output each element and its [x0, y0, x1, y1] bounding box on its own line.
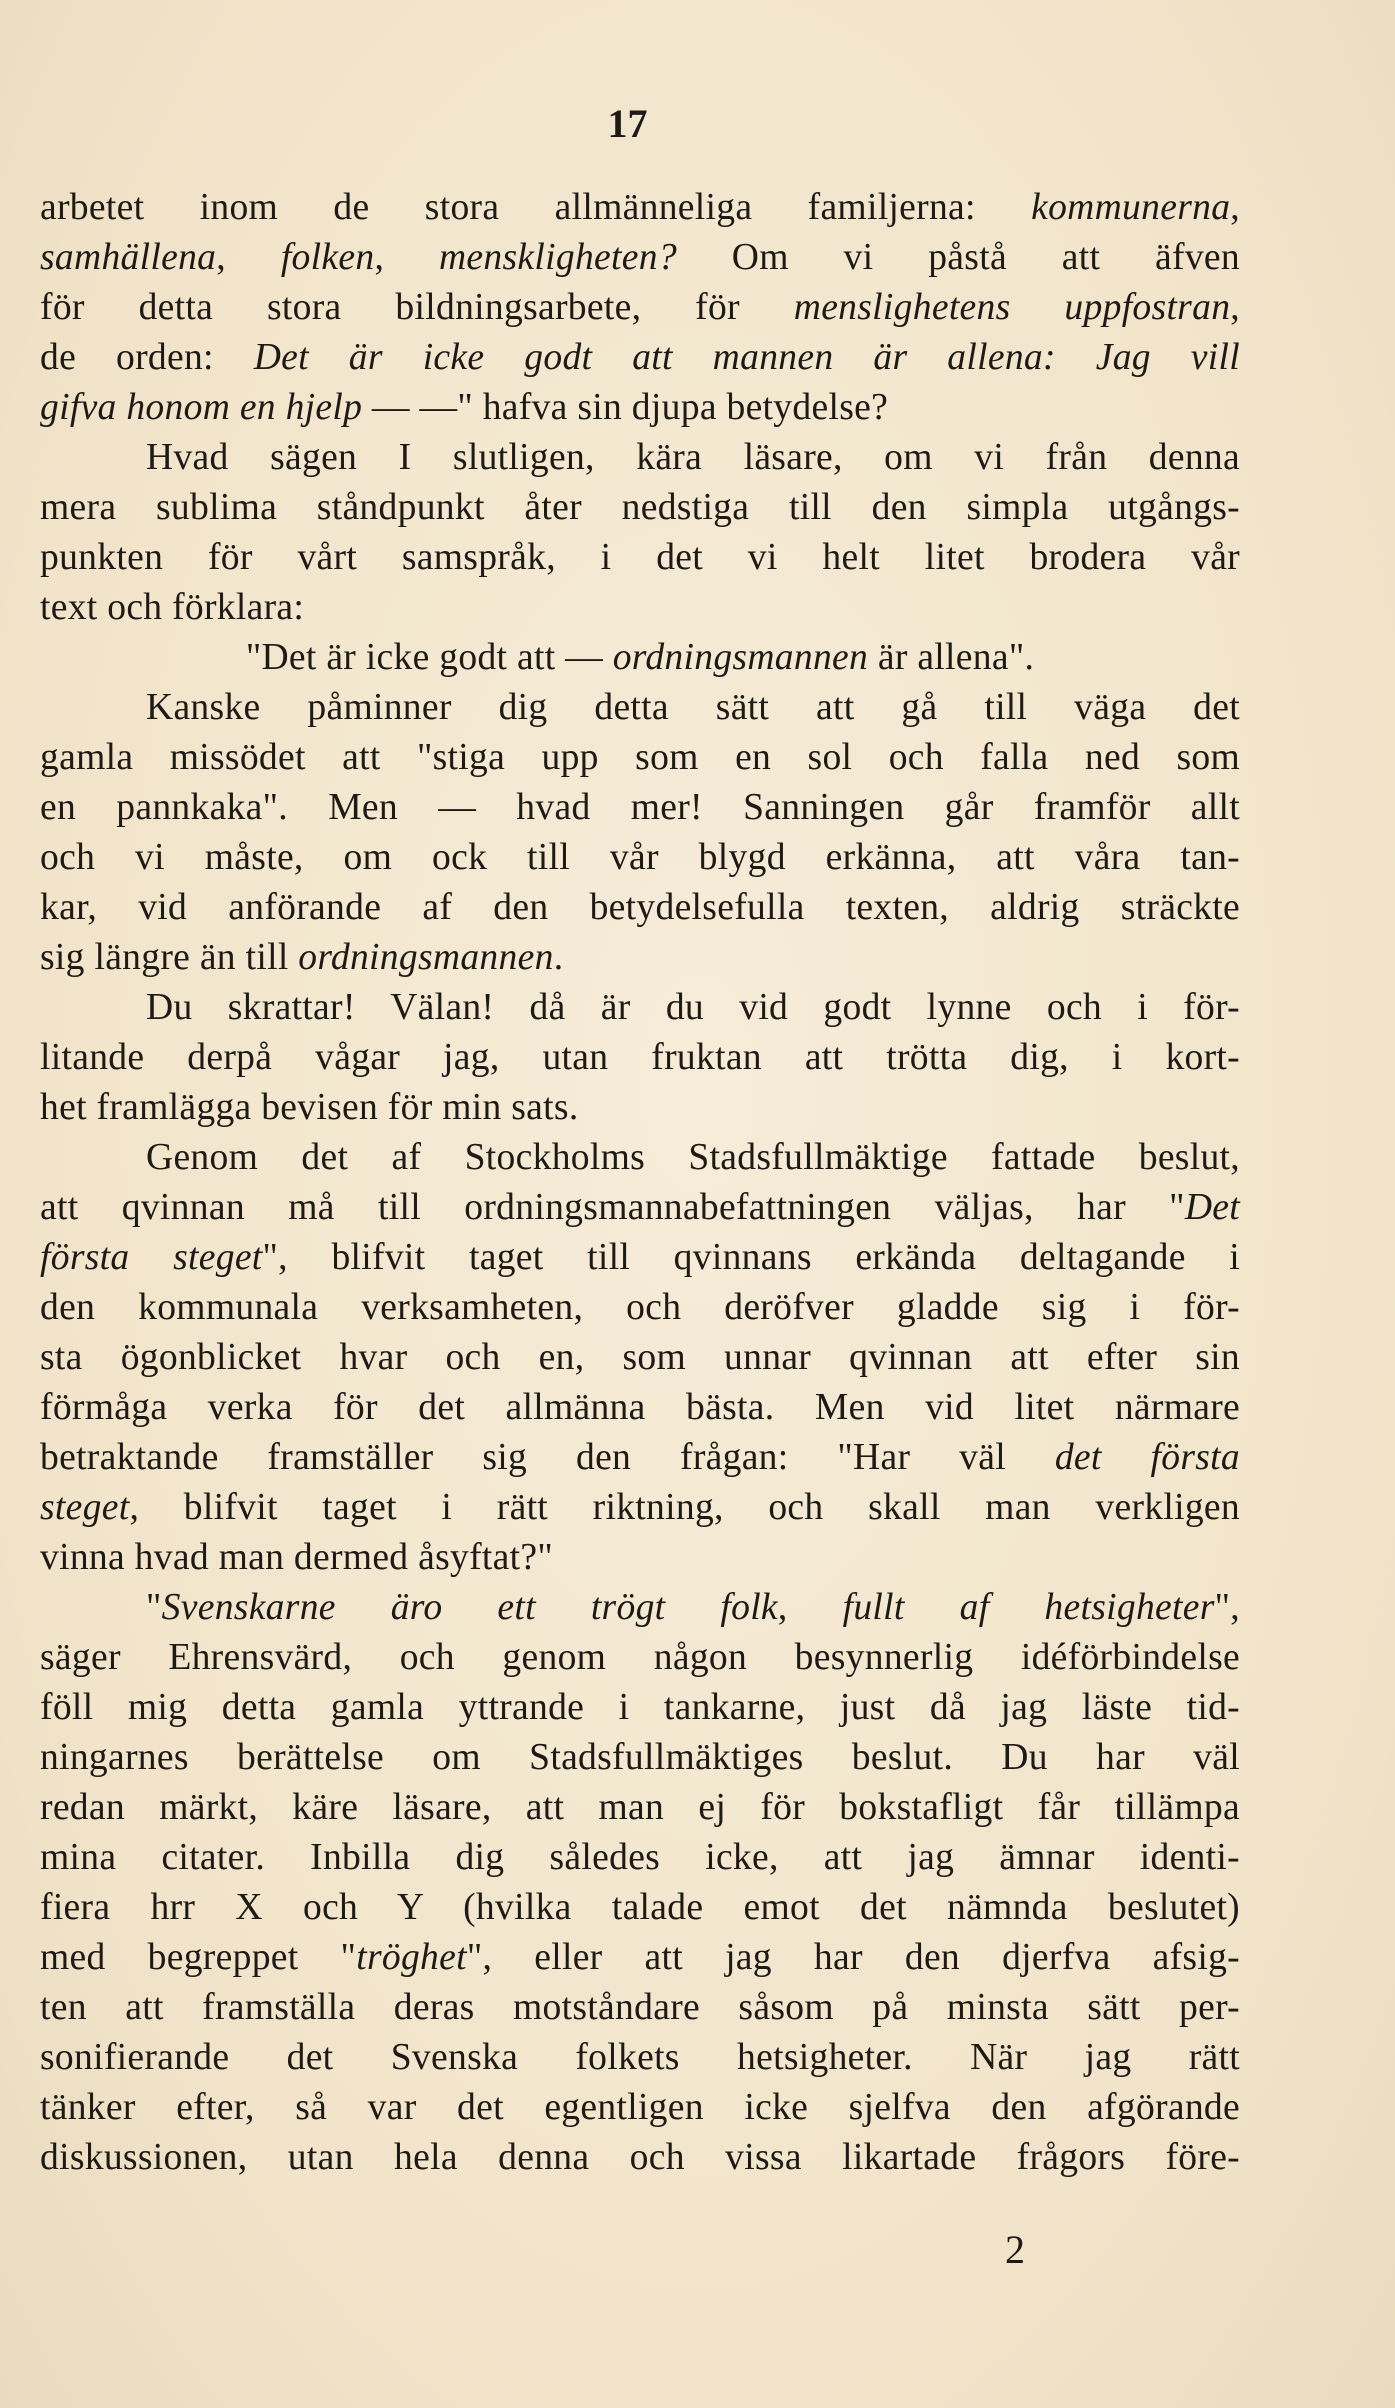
text-run: vinna hvad man dermed åsyftat?"	[40, 1537, 553, 1578]
text-line	[40, 1233, 1240, 1283]
text-line	[40, 833, 1240, 883]
text-line	[40, 1483, 1240, 1533]
text-run: Du skrattar! Välan! då är du vid godt lynne och i för-	[146, 987, 1240, 1028]
text-line	[40, 633, 1240, 683]
text-run: ", eller att jag har den djerfva afsig-	[466, 1937, 1240, 1978]
text-line	[40, 2033, 1240, 2083]
text-line	[40, 583, 1240, 633]
text-run: mera sublima ståndpunkt åter nedstiga till den simpla utgångs-	[40, 487, 1240, 528]
text-run: föll mig detta gamla yttrande i tankarne, just då jag läste tid-	[40, 1687, 1240, 1728]
text-line	[40, 1633, 1240, 1683]
text-run: Hvad sägen I slutligen, kära läsare, om vi från denna	[146, 437, 1240, 478]
text-run: med begreppet "	[40, 1937, 357, 1978]
text-line	[40, 1083, 1240, 1133]
text-run: och vi måste, om ock till vår blygd erkänna, att våra tan-	[40, 837, 1240, 878]
text-line	[40, 2133, 1240, 2183]
text-run: gamla missödet att "stiga upp som en sol och falla ned som	[40, 737, 1240, 778]
text-run: betraktande framställer sig den frågan: "Har väl	[40, 1437, 1055, 1478]
italic-text: Det	[1184, 1187, 1240, 1228]
text-line	[40, 1683, 1240, 1733]
italic-text: ordningsmannen	[612, 637, 869, 678]
italic-text: det första	[1054, 1437, 1240, 1478]
italic-text: menslighetens uppfostran	[793, 287, 1231, 328]
text-run: kar, vid anförande af den betydelsefulla texten, aldrig sträckte	[40, 887, 1240, 928]
text-line	[40, 233, 1240, 283]
text-run: ,	[374, 237, 439, 278]
text-run: är allena".	[868, 637, 1035, 678]
text-line	[40, 1333, 1240, 1383]
text-line	[40, 1933, 1240, 1983]
italic-text: tröghet	[356, 1937, 467, 1978]
italic-text: folken	[280, 237, 375, 278]
text-line	[40, 483, 1240, 533]
text-line	[40, 1183, 1240, 1233]
text-run: .	[553, 937, 564, 978]
text-run: ,	[216, 237, 281, 278]
text-line	[40, 683, 1240, 733]
text-line	[40, 433, 1240, 483]
text-run: diskussionen, utan hela denna och vissa likartade frågors före-	[40, 2137, 1240, 2178]
text-line	[40, 1133, 1240, 1183]
text-run: ,	[1230, 287, 1240, 328]
text-run: att qvinnan må till ordningsmannabefattningen väljas, har "	[40, 1187, 1185, 1228]
text-run: den kommunala verksamheten, och deröfver gladde sig i för-	[40, 1287, 1240, 1328]
text-line	[40, 1883, 1240, 1933]
text-run: text och förklara:	[40, 587, 305, 628]
text-run: de orden:	[40, 337, 254, 378]
text-line	[40, 1983, 1240, 2033]
italic-text: menskligheten?	[438, 237, 677, 278]
text-run: sig längre än till	[40, 937, 299, 978]
text-line	[40, 883, 1240, 933]
text-run: het framlägga bevisen för min sats.	[40, 1087, 579, 1128]
text-line	[40, 983, 1240, 1033]
text-run: Kanske påminner dig detta sätt att gå till väga det	[146, 687, 1240, 728]
text-run: redan märkt, käre läsare, att man ej för bokstafligt får tillämpa	[40, 1787, 1240, 1828]
text-line	[40, 1533, 1240, 1583]
italic-text: kommunerna	[1031, 187, 1231, 228]
text-run: arbetet inom de stora allmänneliga familjerna:	[40, 187, 1032, 228]
text-line	[40, 733, 1240, 783]
text-line	[40, 183, 1240, 233]
text-line	[40, 1833, 1240, 1883]
text-line	[40, 1383, 1240, 1433]
italic-text: gifva honom en hjelp	[40, 387, 363, 428]
text-line	[40, 1783, 1240, 1833]
text-run: säger Ehrensvärd, och genom någon besynnerlig idéförbindelse	[40, 1637, 1240, 1678]
text-run: ", blifvit taget till qvinnans erkända deltagande i	[262, 1237, 1240, 1278]
text-run: ningarnes berättelse om Stadsfullmäktiges beslut. Du har väl	[40, 1737, 1240, 1778]
signature-mark: 2	[1005, 2227, 1025, 2272]
text-run: ",	[1214, 1587, 1241, 1628]
italic-text: första steget	[40, 1237, 263, 1278]
text-run: "	[146, 1587, 162, 1628]
text-run: "Det är icke godt att —	[245, 637, 613, 678]
italic-text: steget	[40, 1487, 130, 1528]
text-run: ten att framställa deras motståndare såsom på minsta sätt per-	[40, 1987, 1240, 2028]
italic-text: samhällena	[40, 237, 217, 278]
text-line	[40, 1033, 1240, 1083]
italic-text: Det är icke godt att mannen är allena: Jag vill	[253, 337, 1241, 378]
text-run: för detta stora bildningsarbete, för	[40, 287, 794, 328]
text-run: mina citater. Inbilla dig således icke, att jag ämnar identi-	[40, 1837, 1240, 1878]
text-line	[40, 1283, 1240, 1333]
text-run: Om vi påstå att äfven	[676, 237, 1241, 278]
text-line	[40, 283, 1240, 333]
text-run: — —" hafva sin djupa betydelse?	[362, 387, 889, 428]
text-line	[40, 2083, 1240, 2133]
text-run: fiera hrr X och Y (hvilka talade emot det nämnda beslutet)	[40, 1887, 1240, 1928]
text-line	[40, 333, 1240, 383]
text-line	[40, 533, 1240, 583]
text-run: sta ögonblicket hvar och en, som unnar qvinnan att efter sin	[40, 1337, 1240, 1378]
text-run: en pannkaka". Men — hvad mer! Sanningen går framför allt	[40, 787, 1240, 828]
text-run: punkten för vårt samspråk, i det vi helt litet brodera vår	[40, 537, 1240, 578]
text-run: sonifierande det Svenska folkets hetsigheter. När jag rätt	[40, 2037, 1240, 2078]
text-line	[40, 783, 1240, 833]
body-text	[40, 183, 1240, 2183]
text-run: , blifvit taget i rätt riktning, och skall man verkligen	[129, 1487, 1240, 1528]
text-run: ,	[1230, 187, 1240, 228]
text-run: förmåga verka för det allmänna bästa. Men vid litet närmare	[40, 1387, 1240, 1428]
italic-text: ordningsmannen	[298, 937, 554, 978]
italic-text: Svenskarne äro ett trögt folk	[161, 1587, 778, 1628]
text-line	[40, 383, 1240, 433]
text-line	[40, 1583, 1240, 1633]
text-run: ,	[777, 1587, 843, 1628]
italic-text: fullt af hetsigheter	[842, 1587, 1215, 1628]
page-number: 17	[607, 101, 648, 146]
text-run: litande derpå vågar jag, utan fruktan att trötta dig, i kort-	[40, 1037, 1240, 1078]
text-line	[40, 1433, 1240, 1483]
text-line	[40, 1733, 1240, 1783]
text-run: tänker efter, så var det egentligen icke sjelfva den afgörande	[40, 2087, 1240, 2128]
text-line	[40, 933, 1240, 983]
text-run: Genom det af Stockholms Stadsfullmäktige fattade beslut,	[146, 1137, 1240, 1178]
